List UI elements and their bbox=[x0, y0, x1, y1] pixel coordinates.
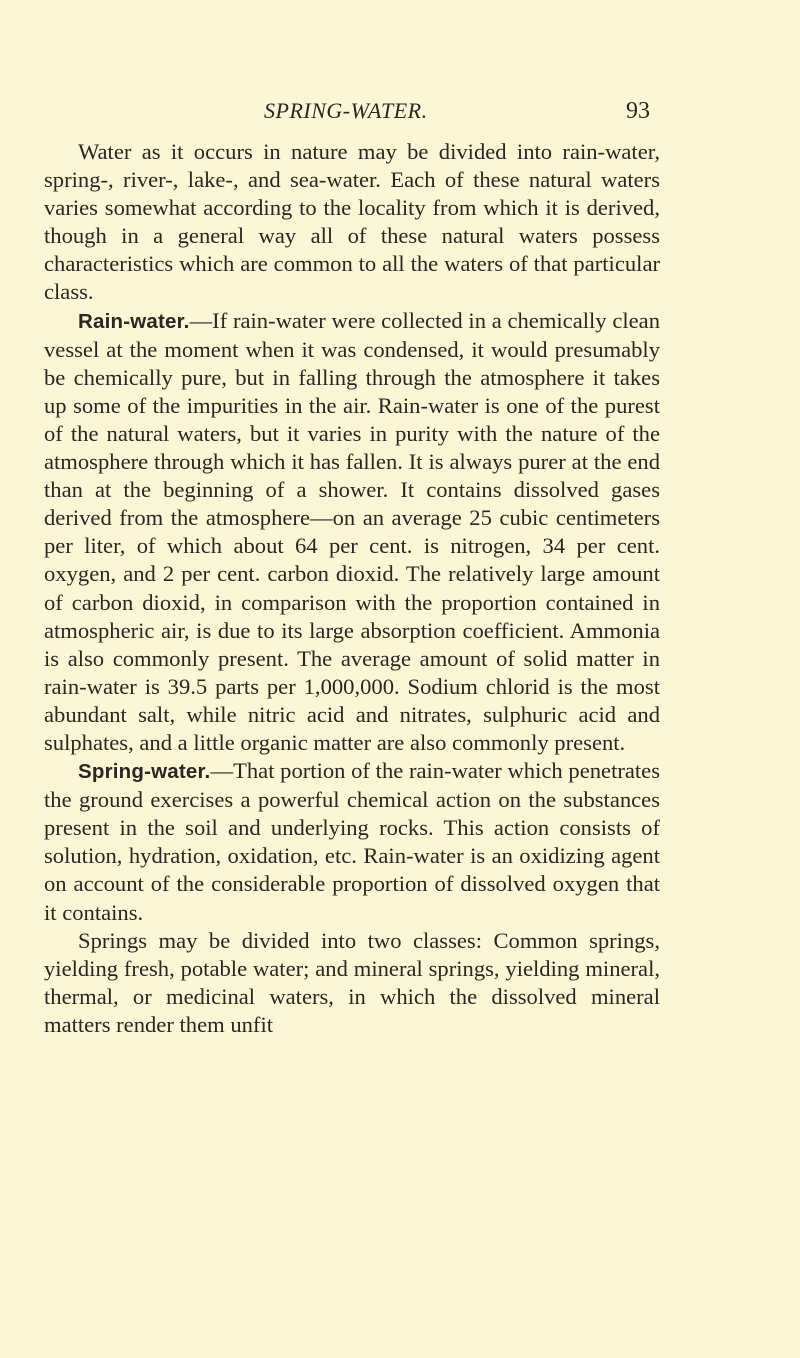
paragraph-intro bbox=[44, 138, 660, 307]
paragraph-text: —That portion of the rain-water which penetrates the ground exercises a powerful chemical action on the substances present in the soil and underlying rocks. This action consists of solution, hydration, oxidation, etc. Rain-water is an oxidizing agent on account of the considerable proportion of dissolved oxygen that it contains. bbox=[44, 758, 660, 925]
running-title: SPRING-WATER. bbox=[264, 98, 428, 123]
page-number: 93 bbox=[626, 98, 650, 124]
paragraph-springs bbox=[44, 927, 660, 1039]
paragraph-text: Springs may be divided into two classes: Common springs, yielding fresh, potable water; and mineral springs, yielding mineral, thermal, or medicinal waters, in which the dissolved mineral matters render them unfit bbox=[44, 927, 660, 1037]
section-heading-spring-water: Spring-water. bbox=[78, 760, 211, 784]
section-heading-rain-water: Rain-water. bbox=[78, 309, 190, 333]
running-head bbox=[0, 98, 800, 132]
body-text bbox=[44, 138, 660, 1039]
paragraph-text: —If rain-water were collected in a chemically clean vessel at the moment when it was condensed, it would presumably be chemically pure, but in falling through the atmosphere it takes up some of the impurities in the air. Rain-water is one of the purest of the natural waters, but it varies in purity with the nature of the atmosphere through which it has fallen. It is always purer at the end than at the beginning of a shower. It contains dissolved gases derived from the atmosphere—on an average 25 cubic centimeters per liter, of which about 64 per cent. is nitrogen, 34 per cent. oxygen, and 2 per cent. carbon dioxid. The relatively large amount of carbon dioxid, in comparison with the proportion contained in atmospheric air, is due to its large absorption coefficient. Ammonia is also commonly present. The average amount of solid matter in rain-water is 39.5 parts per 1,000,000. Sodium chlorid is the most abundant salt, while nitric acid and nitrates, sulphuric acid and sulphates, and a little organic matter are also commonly present. bbox=[44, 307, 660, 755]
paragraph-text: Water as it occurs in nature may be divided into rain-water, spring-, river-, lake-, and sea-water. Each of these natural waters varies somewhat according to the locality from which it is derived, though in a general way all of these natural waters possess characteristics which are common to all the waters of that particular class. bbox=[44, 139, 660, 305]
paragraph-spring-water bbox=[44, 757, 660, 927]
paragraph-rain-water bbox=[44, 307, 660, 758]
